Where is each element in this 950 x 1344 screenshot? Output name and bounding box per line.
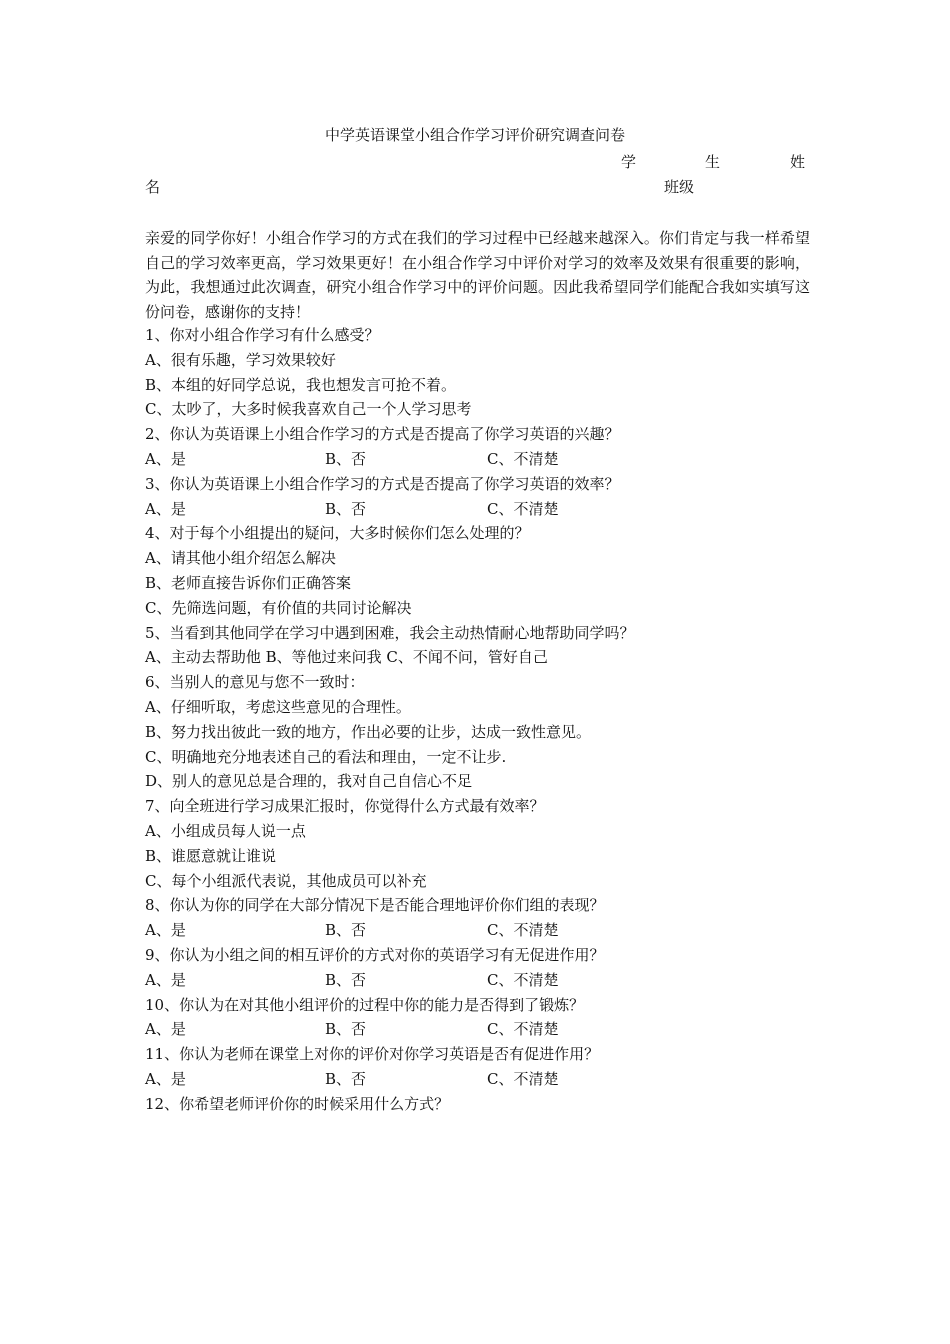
answer-option: B、否	[325, 449, 367, 468]
answer-option: A、主动去帮助他 B、等他过来问我 C、不闻不问，管好自己	[145, 648, 548, 667]
class-label: 班级	[664, 178, 695, 196]
answer-option-row	[145, 918, 810, 943]
name-label-char: 姓	[790, 153, 806, 171]
question-text: 8、你认为你的同学在大部分情况下是否能合理地评价你们组的表现？	[145, 896, 605, 915]
answer-option: A、是	[145, 499, 186, 518]
answer-option: C、不清楚	[487, 970, 559, 989]
answer-option: A、请其他小组介绍怎么解决	[145, 549, 336, 568]
name-label-char: 学	[621, 153, 637, 171]
answer-option: B、否	[325, 1069, 367, 1088]
answer-option: B、本组的好同学总说，我也想发言可抢不着。	[145, 375, 457, 394]
answer-option: B、努力找出彼此一致的地方，作出必要的让步，达成一致性意见。	[145, 722, 592, 741]
question-list	[145, 323, 810, 1117]
answer-option: C、先筛选问题，有价值的共同讨论解决	[145, 598, 412, 617]
answer-option-row	[145, 1017, 810, 1042]
answer-option: B、否	[325, 970, 367, 989]
question-text: 10、你认为在对其他小组评价的过程中你的能力是否得到了锻炼？	[145, 995, 585, 1014]
question-text: 7、向全班进行学习成果汇报时，你觉得什么方式最有效率？	[145, 797, 545, 816]
question-text: 5、当看到其他同学在学习中遇到困难，我会主动热情耐心地帮助同学吗？	[145, 623, 635, 642]
question-text: 2、你认为英语课上小组合作学习的方式是否提高了你学习英语的兴趣？	[145, 425, 620, 444]
question-text: 11、你认为老师在课堂上对你的评价对你学习英语是否有促进作用？	[145, 1045, 600, 1064]
answer-option: B、谁愿意就让谁说	[145, 846, 277, 865]
answer-option: C、不清楚	[487, 449, 559, 468]
answer-option: C、明确地充分地表述自己的看法和理由，一定不让步.	[145, 747, 507, 766]
answer-option: C、不清楚	[487, 1069, 559, 1088]
question-text: 4、对于每个小组提出的疑问，大多时候你们怎么处理的？	[145, 524, 530, 543]
answer-option: B、否	[325, 921, 367, 940]
intro-paragraph: 亲爱的同学你好！小组合作学习的方式在我们的学习过程中已经越来越深入。你们肯定与我一样希望自己的学习效率更高，学习效果更好！在小组合作学习中评价对学习的效率及效果有很重要的影响，为此，我想通过此次调查，研究小组合作学习中的评价问题。因此我希望同学们能配合我如实填写这份问卷，感谢你的支持！	[145, 229, 810, 321]
answer-option: A、仔细听取，考虑这些意见的合理性。	[145, 697, 411, 716]
answer-option: A、是	[145, 1069, 186, 1088]
answer-option: A、小组成员每人说一点	[145, 821, 306, 840]
answer-option-row	[145, 497, 810, 522]
name-label-char: 名	[145, 178, 161, 196]
answer-option: A、很有乐趣，学习效果较好	[145, 350, 336, 369]
answer-option: C、每个小组派代表说，其他成员可以补充	[145, 871, 427, 890]
answer-option: A、是	[145, 1020, 186, 1039]
answer-option: B、否	[325, 499, 367, 518]
answer-option: C、不清楚	[487, 499, 559, 518]
question-text: 12、你希望老师评价你的时候采用什么方式？	[145, 1094, 450, 1113]
page-title: 中学英语课堂小组合作学习评价研究调查问卷	[324, 126, 625, 144]
answer-option-row	[145, 1067, 810, 1092]
answer-option-row	[145, 447, 810, 472]
answer-option: C、不清楚	[487, 921, 559, 940]
answer-option: C、太吵了，大多时候我喜欢自己一个人学习思考	[145, 400, 472, 419]
question-text: 3、你认为英语课上小组合作学习的方式是否提高了你学习英语的效率？	[145, 474, 620, 493]
answer-option: C、不清楚	[487, 1020, 559, 1039]
answer-option: A、是	[145, 921, 186, 940]
question-text: 6、当别人的意见与您不一致时：	[145, 673, 365, 692]
question-text: 9、你认为小组之间的相互评价的方式对你的英语学习有无促进作用？	[145, 945, 605, 964]
question-text: 1、你对小组合作学习有什么感受？	[145, 326, 380, 344]
answer-option: B、否	[325, 1020, 367, 1039]
answer-option: B、老师直接告诉你们正确答案	[145, 573, 352, 592]
answer-option: D、别人的意见总是合理的，我对自己自信心不足	[145, 772, 473, 791]
answer-option: A、是	[145, 449, 186, 468]
answer-option: A、是	[145, 970, 186, 989]
answer-option-row	[145, 968, 810, 993]
name-label-char: 生	[705, 153, 721, 171]
